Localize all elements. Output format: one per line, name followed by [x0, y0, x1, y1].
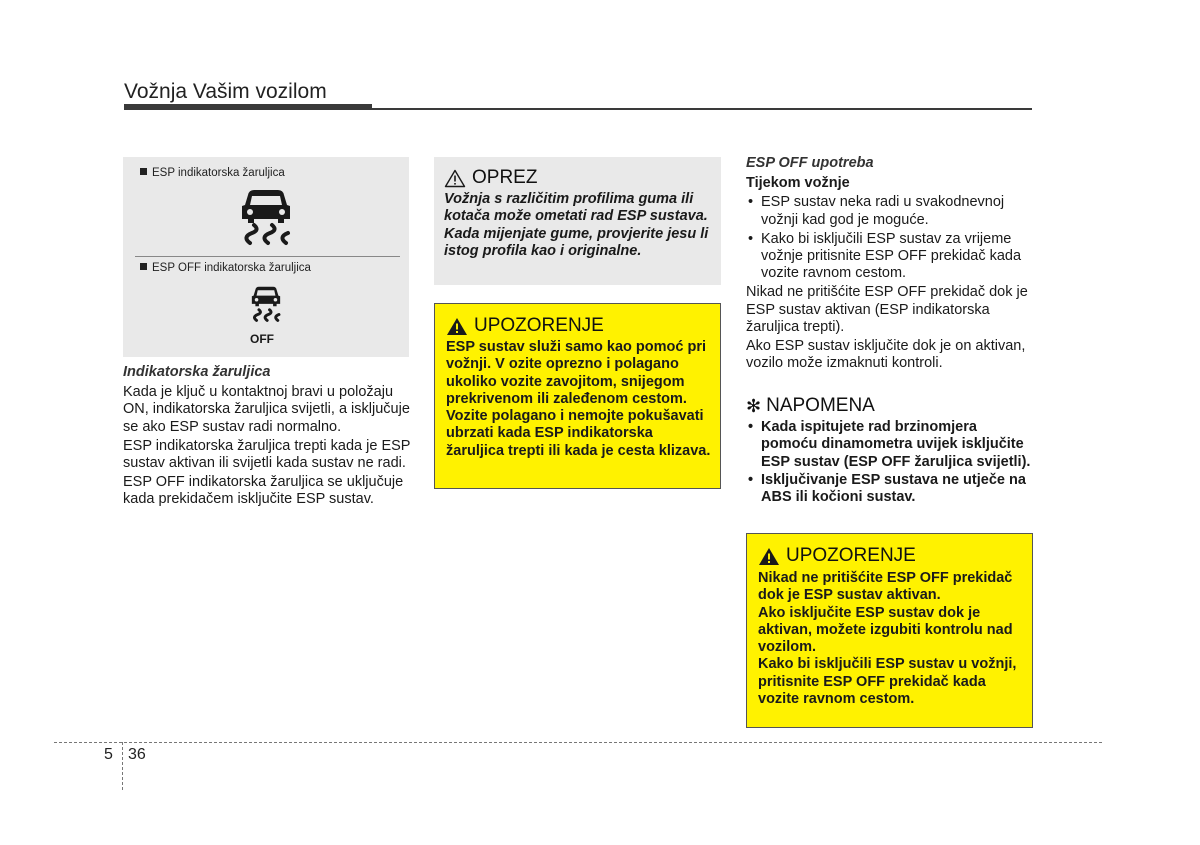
note-title: ✻ NAPOMENA	[746, 395, 875, 416]
page-header-title: Vožnja Vašim vozilom	[124, 80, 327, 103]
warning-text: Nikad ne pritišćite ESP OFF prekidač dok je ESP sustav aktivan. Ako isključite ESP sustav dok je aktivan, možete izgubiti kontrolu nad vozilom. Kako bi isključili ESP sustav u vožnji, pritisnite ESP OFF prekidač kada vozite ravnom cestom.	[758, 570, 1017, 708]
caution-triangle-icon	[444, 169, 466, 188]
square-bullet-icon	[140, 168, 147, 175]
caution-text: Vožnja s različitim profilima guma ili kotača može ometati rad ESP sustava. Kada mijenjate gume, provjerite jesu li istog profila kao i originalne.	[444, 191, 709, 259]
indicator-panel	[123, 157, 409, 357]
paragraph: Nikad ne pritišćite ESP OFF prekidač dok je ESP sustav aktivan (ESP indikatorska žaruljica trepti).	[746, 284, 1028, 335]
footer-vertical-rule	[122, 742, 123, 790]
warning-title: UPOZORENJE	[758, 545, 916, 567]
warning-title: UPOZORENJE	[446, 315, 604, 337]
paragraph: Ako ESP sustav isključite dok je on aktivan, vozilo može izmaknuti kontroli.	[746, 338, 1026, 372]
list-item: • ESP sustav neka radi u svakodnevnoj vožnji kad god je moguće.	[746, 194, 1036, 228]
esp-off-usage	[746, 155, 1036, 374]
esp-skid-car-icon	[234, 187, 298, 247]
esp-off-icon-label: OFF	[250, 332, 274, 346]
square-bullet-icon	[140, 263, 147, 270]
caution-box	[434, 157, 721, 285]
subsection-title: Tijekom vožnje	[746, 175, 850, 192]
paragraph: ESP indikatorska žaruljica trepti kada je ESP sustav aktivan ili svijetli kada sustav ne radi.	[123, 437, 411, 472]
panel-caption-esp: ESP indikatorska žaruljica	[140, 167, 285, 179]
indicator-description	[123, 364, 413, 511]
panel-caption-esp-off: ESP OFF indikatorska žaruljica	[140, 262, 311, 274]
usage-list	[746, 194, 1036, 282]
warning-text: ESP sustav služi samo kao pomoć pri vožnji. V ozite oprezno i polagano ukoliko vozite zavojitom, snijegom prekrivenom ili zaleđenom cestom. Vozite polagano i nemojte pokušavati ubrzati kada ESP indikatorska žaruljica trepti ili kada je cesta klizava.	[446, 339, 711, 459]
asterisk-icon: ✻	[746, 395, 762, 416]
header-accent-bar	[124, 104, 372, 110]
list-item: • Kada ispitujete rad brzinomjera pomoću dinamometra uvijek isključite ESP sustav (ESP OFF žaruljica svijetli).	[746, 419, 1036, 471]
list-item: • Isključivanje ESP sustava ne utječe na ABS ili kočioni sustav.	[746, 472, 1036, 507]
caution-title: OPREZ	[444, 167, 537, 189]
chapter-number: 5	[104, 746, 113, 763]
panel-divider	[135, 256, 400, 257]
warning-box	[434, 303, 721, 489]
esp-off-skid-car-icon	[247, 285, 285, 331]
section-title-indicator: Indikatorska žaruljica	[123, 364, 271, 380]
note-block	[746, 395, 1036, 507]
header-rule	[372, 108, 1032, 110]
warning-triangle-icon	[446, 317, 468, 336]
footer-rule	[54, 742, 1102, 743]
warning-box	[746, 533, 1033, 728]
paragraph: ESP OFF indikatorska žaruljica se uključuje kada prekidačem isključite ESP sustav.	[123, 474, 404, 508]
page-number: 36	[128, 746, 146, 763]
list-item: • Kako bi isključili ESP sustav za vrijeme vožnje pritisnite ESP OFF prekidač kada vozite ravnom cestom.	[746, 231, 1036, 283]
paragraph: Kada je ključ u kontaktnoj bravi u položaju ON, indikatorska žaruljica svijetli, a isključuje se ako ESP sustav radi normalno.	[123, 384, 410, 435]
section-title-esp-off: ESP OFF upotreba	[746, 155, 874, 171]
note-list	[746, 419, 1036, 506]
warning-triangle-icon	[758, 547, 780, 566]
